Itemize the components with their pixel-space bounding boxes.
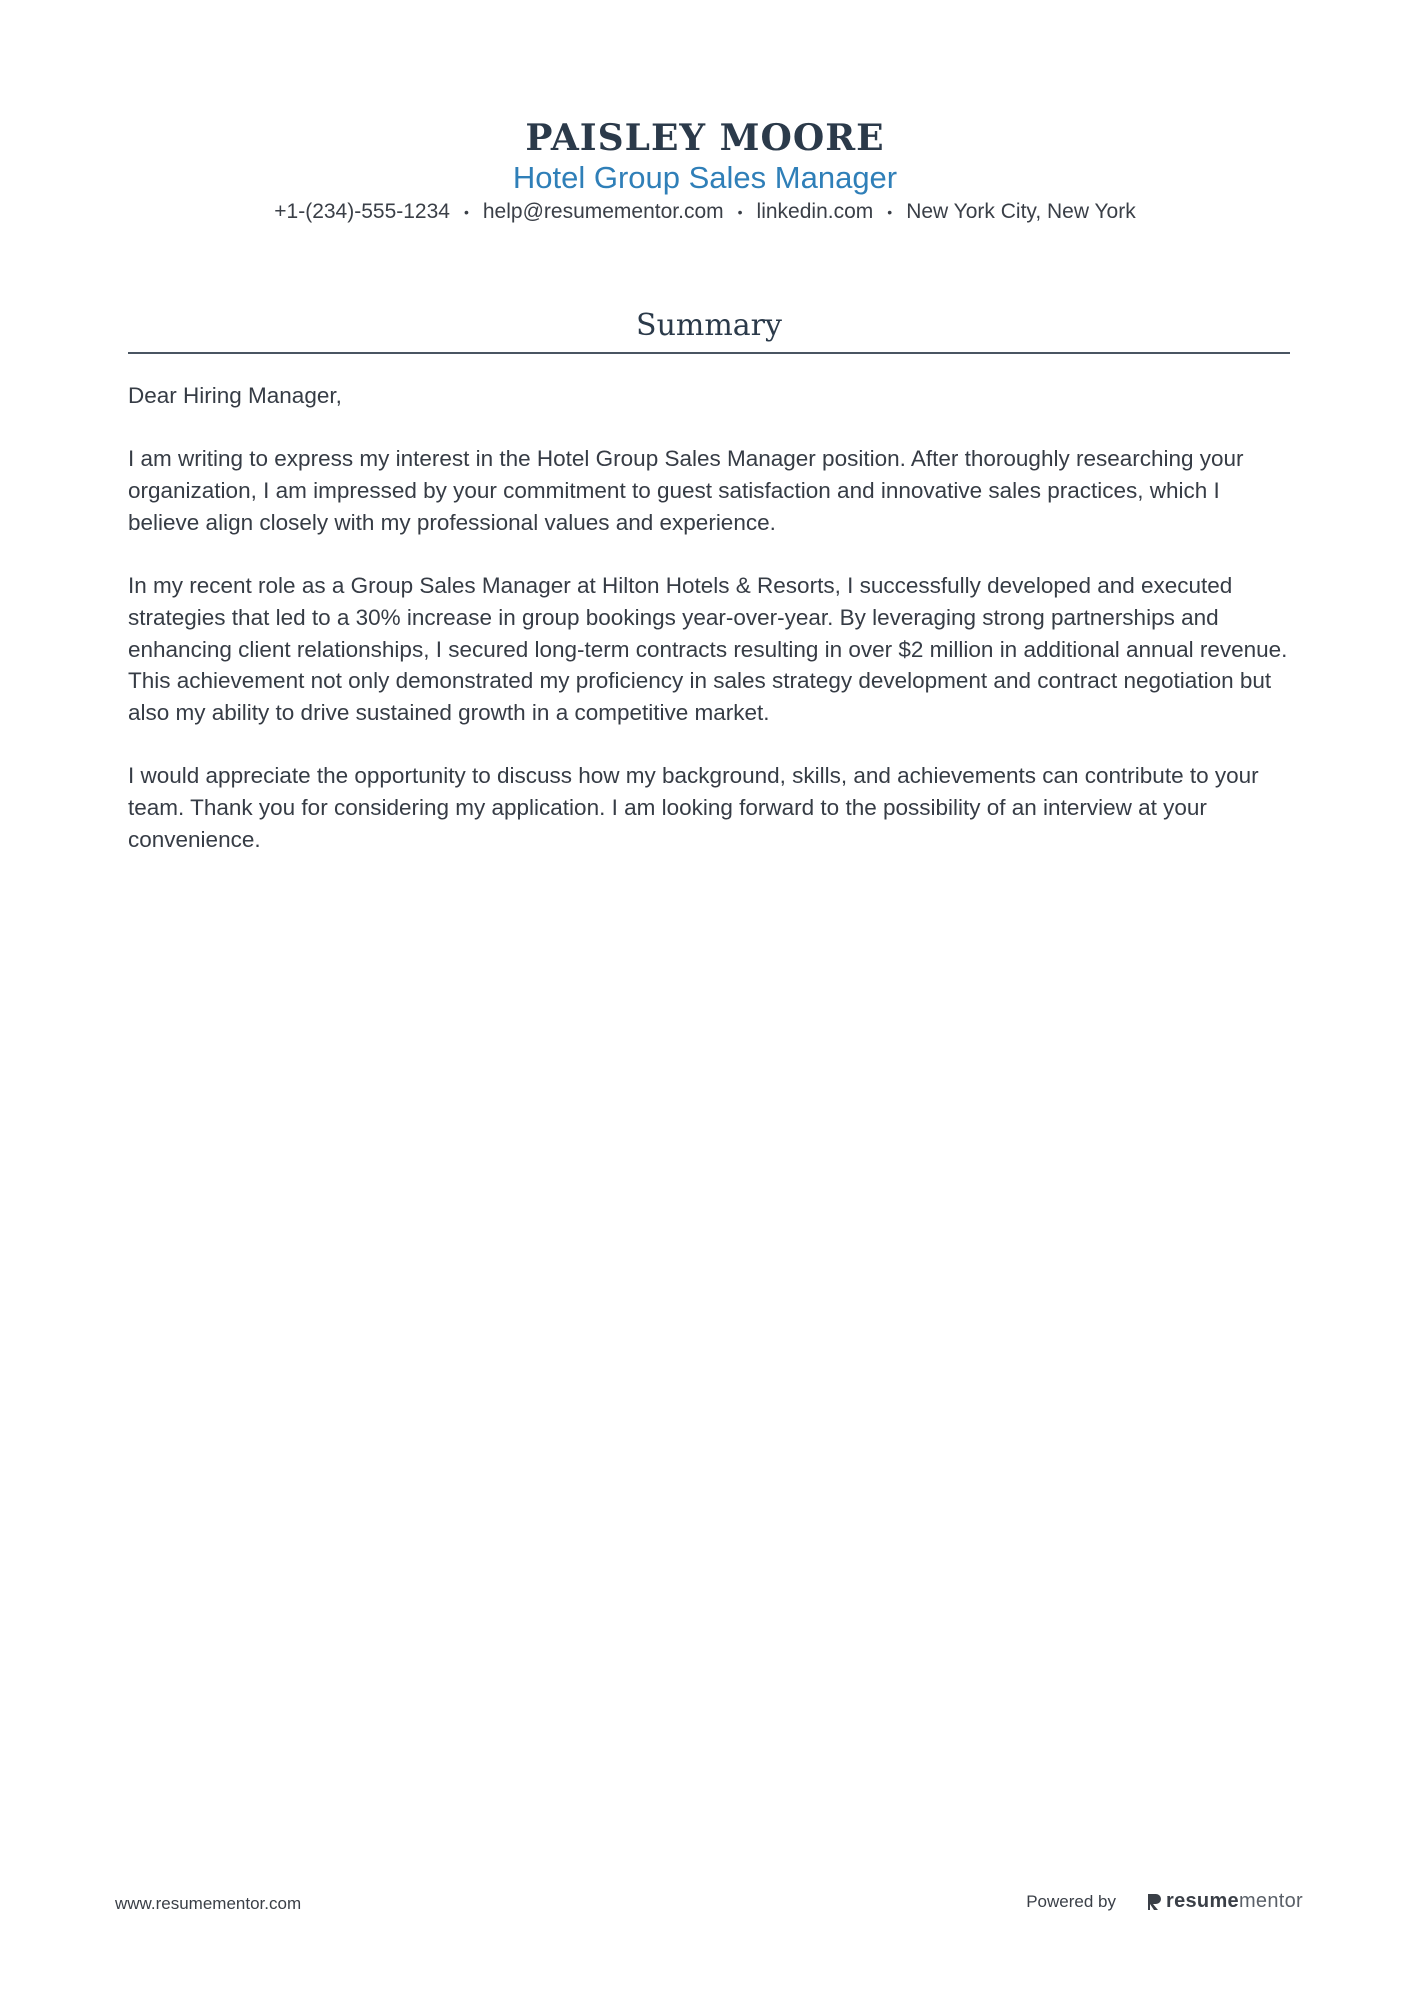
section-title: Summary (636, 308, 782, 343)
contact-separator: • (737, 204, 743, 221)
brand-name-bold: resume (1166, 1890, 1239, 1912)
letter-paragraph: I would appreciate the opportunity to discuss how my background, skills, and achievements can contribute to your team. Thank you for considering my application. I am looking forward to the possibility of an interview at your convenience. (128, 763, 1259, 852)
summary-section (128, 306, 1290, 887)
cover-letter-body (128, 380, 1290, 856)
brand-name-light: mentor (1238, 1890, 1303, 1912)
contact-location: New York City, New York (906, 200, 1136, 223)
section-divider (128, 352, 1290, 354)
resumementor-logo-icon (1146, 1892, 1162, 1912)
salutation: Dear Hiring Manager, (128, 383, 342, 408)
contact-line (0, 196, 1410, 228)
footer-branding (1026, 1890, 1303, 1913)
resume-header (0, 116, 1410, 228)
letter-paragraph: I am writing to express my interest in the Hotel Group Sales Manager position. After thoroughly researching your organization, I am impressed by your commitment to guest satisfaction and innovative sales practices, which I believe align closely with my professional values and experience. (128, 446, 1244, 535)
contact-phone[interactable]: +1-(234)-555-1234 (274, 200, 450, 223)
contact-separator: • (887, 204, 893, 221)
footer-website[interactable]: www.resumementor.com (115, 1894, 302, 1913)
candidate-name: PAISLEY MOORE (525, 117, 885, 159)
contact-linkedin[interactable]: linkedin.com (756, 200, 874, 223)
contact-email[interactable]: help@resumementor.com (482, 200, 724, 223)
brand-logo[interactable] (1146, 1890, 1303, 1913)
powered-by-label: Powered by (1026, 1891, 1116, 1911)
job-title: Hotel Group Sales Manager (512, 160, 898, 195)
contact-separator: • (463, 204, 469, 221)
letter-paragraph: In my recent role as a Group Sales Manager at Hilton Hotels & Resorts, I successfully developed and executed strategies that led to a 30% increase in group bookings year-over-year. By leveraging strong partnerships and enhancing client relationships, I secured long-term contracts resulting in over $2 million in additional annual revenue. This achievement not only demonstrated my proficiency in sales strategy development and contract negotiation but also my ability to drive sustained growth in a competitive market. (128, 573, 1288, 725)
